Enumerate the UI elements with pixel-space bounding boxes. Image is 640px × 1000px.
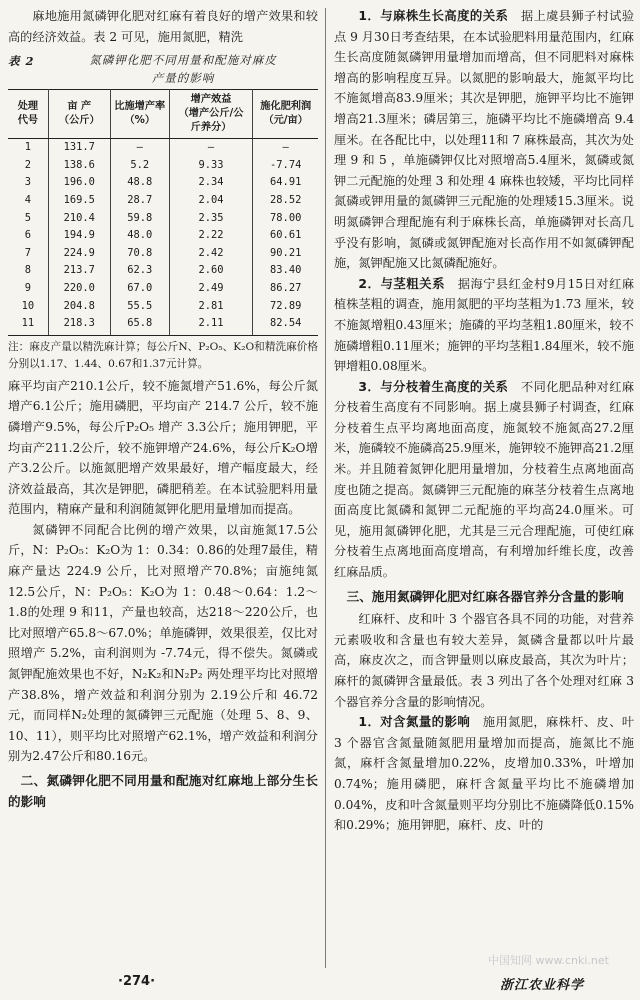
table-row [8, 227, 318, 245]
table-cell: — [110, 139, 169, 157]
table-cell: 169.5 [48, 192, 110, 210]
table-cell: 59.8 [110, 210, 169, 228]
table-cell: 9 [8, 280, 48, 298]
table-label: 表 2 [8, 54, 35, 69]
table-row [8, 315, 318, 335]
table-row [8, 210, 318, 228]
header-yield: 亩 产 （公斤） [48, 90, 110, 139]
table-cell: 55.5 [110, 298, 169, 316]
table-cell: 62.3 [110, 262, 169, 280]
table-cell: 2.35 [169, 210, 253, 228]
right-column [334, 6, 634, 836]
table-cell: 48.8 [110, 174, 169, 192]
table-cell: 213.7 [48, 262, 110, 280]
table-cell: 9.33 [169, 157, 253, 175]
yield-table [8, 89, 318, 336]
table-cell: 28.7 [110, 192, 169, 210]
table-cell: 2.81 [169, 298, 253, 316]
table-cell: 28.52 [270, 193, 302, 206]
table-cell: 11 [8, 315, 48, 335]
header-increase-rate: 比施增产率 （%） [110, 90, 169, 139]
table-row [8, 157, 318, 175]
section-heading: 二、氮磷钾化肥不同用量和配施对红麻地上部分生长的影响 [8, 773, 318, 809]
table-cell: 2.34 [169, 174, 253, 192]
table-cell: 138.6 [48, 157, 110, 175]
table-cell: 2.04 [169, 192, 253, 210]
header-code: 处理 代号 [8, 90, 48, 139]
watermark: 中国知网 www.cnki.net [488, 954, 609, 967]
table-cell: 78.00 [270, 211, 302, 224]
table-cell: 2.42 [169, 245, 253, 263]
table-row [8, 262, 318, 280]
table-row [8, 139, 318, 157]
table-cell: 2 [8, 157, 48, 175]
table-cell: 204.8 [48, 298, 110, 316]
table-note: 注：麻皮产量以精洗麻计算；每公斤N、P₂O₅、K₂O和精洗麻价格分别以1.17、1.44、0.67和1.37元计算。 [8, 340, 318, 370]
table-cell: 220.0 [48, 280, 110, 298]
table-cell: 67.0 [110, 280, 169, 298]
table-row [8, 280, 318, 298]
body-paragraph: 1．与麻株生长高度的关系 据上虞县狮子村试验点 9 月30日考查结果，在本试验肥料用量范围内，红麻生长高度随氮磷钾用量增加而增高，但不同肥料对麻株增高的影响程度互异。以氮肥的影响最大，施氮平均比不施氮增高83.9厘米；其次是钾肥，施钾平均比不施钾增高21.3厘米；磷居第三，施磷平均比不施磷增高 9.4厘米。在各配比中，以处理11和 7 麻株最高，其次为处理 9 和 5 ，单施磷钾仅比对照增高5.4厘米，氮磷或氮钾二元配施的处理 3 和处理 4 麻株也较矮，平均比同样氮磷或钾用量的氮磷钾三元配施的处理矮15.3厘米。说明氮磷钾合理配施有利于麻株长高，单施磷钾对长高几乎没有影响，氮磷或氮钾配施对长高作用不如氮磷钾配施，氮钾配施又比氮磷配施好。 [334, 8, 635, 271]
table-cell: 210.4 [48, 210, 110, 228]
table-row [8, 192, 318, 210]
header-profit: 施化肥利润 （元/亩） [253, 90, 318, 139]
subsection-heading: 1．与麻株生长高度的关系 [358, 8, 509, 23]
table-row [8, 298, 318, 316]
table-caption [8, 51, 318, 87]
body-paragraph: 2．与茎粗关系 据海宁县红金村9月15日对红麻植株茎粗的调查，施用氮肥的平均茎粗为1.73 厘米，较不施氮增粗0.43厘米；施磷的平均茎粗1.80厘米，较不施磷增粗0.11厘米；施钾的平均茎粗1.84厘米，较不施钾增粗0.08厘米。 [334, 275, 635, 374]
table-cell: 8 [8, 262, 48, 280]
subsection-heading: 2．与茎粗关系 [358, 275, 446, 291]
table-title-continued: 产量的影响 [151, 71, 215, 86]
column-divider [325, 8, 326, 968]
table-cell: 48.0 [110, 227, 169, 245]
table-cell: 72.89 [270, 299, 302, 312]
table-cell: 90.21 [270, 246, 302, 259]
table-cell: 6 [8, 227, 48, 245]
table-cell: 224.9 [48, 245, 110, 263]
page-number: ·274· [118, 974, 156, 989]
subsection-heading: 1．对含氮量的影响 [358, 714, 471, 730]
table-cell: 5.2 [110, 157, 169, 175]
table-cell: -7.74 [270, 158, 302, 171]
table-cell: 70.8 [110, 245, 169, 263]
body-paragraph: 氮磷钾不同配合比例的增产效果，以亩施氮17.5公斤，N：P₂O₅：K₂O为 1：0.34：0.86的处理7最佳，精麻产量达 224.9 公斤，比对照增产70.8%；亩施纯氮12.5公斤，N：P₂O₅：K₂O为 1：0.48～0.64：1.2～1.8的处理 9 和11，产量也较高，达218～220公斤，也比对照增产65.8～67.0%；单施磷钾，效果很差，仅比对照增产 5.2%，亩利润则为 -7.74元，得不偿失。氮磷或氮钾配施效果也不好，N₂K₂和N₂P₂ 两处理平均比对照增产38.8%，增产效益和利润分别为 2.19公斤和 46.72元，而同样N₂处理的氮磷钾三元配施（处理 5、8、9、10、11），则平均比对照增产62.1%，增产效益和利润分别为2.47公斤和80.16元。 [8, 522, 318, 764]
table-cell: — [282, 141, 289, 154]
table-cell: 7 [8, 245, 48, 263]
body-paragraph: 麻平均亩产210.1公斤，较不施氮增产51.6%，每公斤氮增产6.1公斤；施用磷肥，平均亩产 214.7 公斤，较不施磷增产9.5%，每公斤P₂O₅ 增产 3.3公斤；施用钾肥，平均亩产211.2公斤，较不施钾增产24.6%，每公斤K₂O增产3.2公斤。以施氮肥增产效果最好，增产幅度最大，经济效益最高，其次是钾肥，磷肥稍差。在本试验肥料用量范围内，精麻产量和利润随氮钾化肥用量增加而提高。 [8, 378, 318, 517]
table-cell: 196.0 [48, 174, 110, 192]
table-cell: 5 [8, 210, 48, 228]
body-paragraph: 1．对含氮量的影响 施用氮肥，麻株杆、皮、叶 3 个器官含氮量随氮肥用量增加而提高，施氮比不施氮，麻杆含氮量增加0.22%，皮增加0.33%，叶增加0.74%；施用磷肥，麻杆含氮量平均比不施磷增加0.04%，皮和叶含氮量则平均分别比不施磷降低0.15%和0.29%；施用钾肥，麻杆、皮、叶的 [334, 714, 635, 833]
section-heading: 三、施用氮磷钾化肥对红麻各器官养分含量的影响 [346, 588, 624, 604]
subsection-heading: 3．与分枝着生高度的关系 [358, 378, 509, 394]
table-body [8, 139, 318, 336]
table-cell: 2.49 [169, 280, 253, 298]
left-column [8, 6, 318, 814]
table-cell: 86.27 [270, 281, 302, 294]
table-row [8, 174, 318, 192]
table-cell: 131.7 [48, 139, 110, 157]
table-row [8, 245, 318, 263]
table-title: 氮磷钾化肥不同用量和配施对麻皮 [89, 53, 277, 68]
body-paragraph: 3．与分枝着生高度的关系 不同化肥品种对红麻分枝着生高度有不同影响。据上虞县狮子村调查，红麻分枝着生点平均离地面高度，施氮较不施氮高27.2厘米，施磷较不施磷高25.9厘米，施钾较不施钾高21.2厘米。并且随着氮钾化肥用量增加，分枝着生点离地面高度也随之提高。氮磷钾三元配施的麻茎分枝着生点离地面高度比氮磷和氮钾二元配施的平均高24.0厘米。可见，施用氮磷钾化肥，尤其是三元合理配施，可使红麻分枝着生点离地面高度增高，有利增加纤维长度，改善红麻品质。 [334, 378, 635, 580]
table-cell: 1 [8, 139, 48, 157]
table-cell: 65.8 [110, 315, 169, 335]
body-paragraph: 麻地施用氮磷钾化肥对红麻有着良好的增产效果和较高的经济效益。表 2 可见，施用氮肥，精洗 [8, 9, 318, 44]
table-cell: 83.40 [270, 264, 302, 277]
table-cell: 82.54 [253, 315, 318, 335]
journal-name: 浙江农业科学 [500, 978, 585, 993]
table-cell: 2.22 [169, 227, 253, 245]
table-cell: 2.11 [169, 315, 253, 335]
header-benefit: 增产效益 （增产公斤/公 斤养分） [169, 90, 253, 139]
table-cell: 2.60 [169, 262, 253, 280]
table-cell: — [169, 139, 253, 157]
table-cell: 194.9 [48, 227, 110, 245]
table-cell: 10 [8, 298, 48, 316]
table-cell: 64.91 [270, 176, 302, 189]
table-cell: 60.61 [270, 229, 302, 242]
body-paragraph: 红麻杆、皮和叶 3 个器官各具不同的功能，对营养元素吸收和含量也有较大差异，氮磷含量都以叶片最高，麻皮次之，而含钾量则以麻皮最高，其次为叶片；麻杆的氮磷钾含量最低。表 3 列出了各个处理对红麻 3 个器官养分含量的影响情况。 [334, 612, 634, 709]
table-cell: 4 [8, 192, 48, 210]
table-cell: 3 [8, 174, 48, 192]
table-cell: 218.3 [48, 315, 110, 335]
